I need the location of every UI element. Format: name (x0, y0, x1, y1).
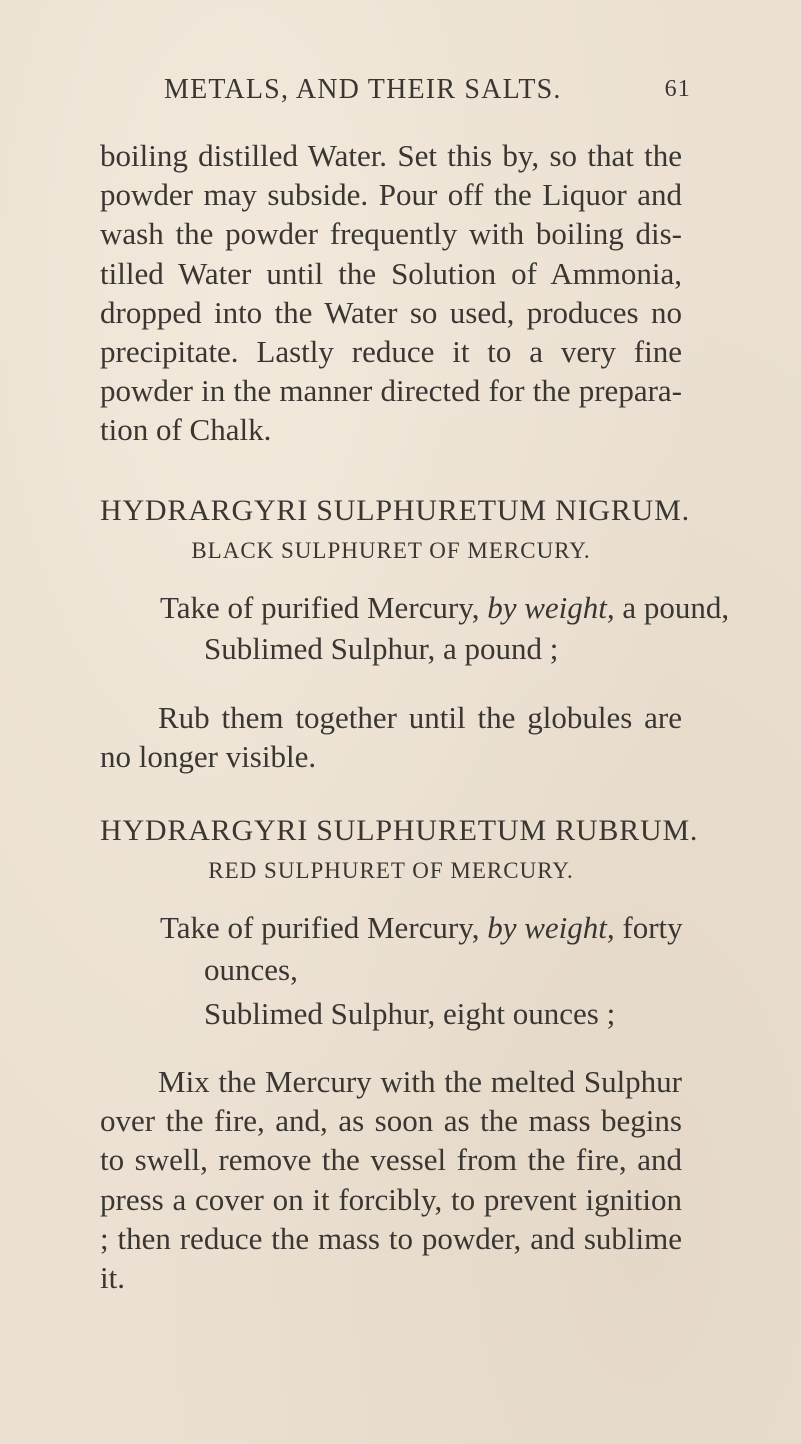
ingredient-text: a pound, (614, 590, 730, 625)
ingredient-italic: by weight, (487, 590, 615, 625)
ingredient-italic: by weight, (487, 910, 615, 945)
ingredient-line: Sublimed Sulphur, eight ounces ; (204, 996, 616, 1031)
running-head (164, 74, 691, 114)
directions-paragraph: Rub them together until the globules are no longer visible. (100, 700, 682, 775)
ingredient-line (160, 910, 682, 946)
ingredient-line: ounces, (204, 952, 298, 987)
section-english-title: BLACK SULPHURET OF MERCURY. (191, 538, 591, 563)
ingredient-text: forty (614, 910, 683, 945)
page-number: 61 (664, 76, 691, 102)
directions-paragraph: Mix the Mercury with the melted Sulphur over the fire, and, as soon as the mass begins to swell, remove the vessel from the fire, and press a cover on it forcibly, to prevent ignition ; then reduce the mass to powder, and sublime it. (100, 1064, 682, 1296)
section-latin-title: HYDRARGYRI SULPHURETUM RUBRUM. (100, 814, 699, 847)
running-head-title: METALS, AND THEIR SALTS. (164, 74, 562, 105)
ingredient-text: Take of purified Mercury, (160, 590, 488, 625)
section-latin-title: HYDRARGYRI SULPHURETUM NIGRUM. (100, 494, 690, 527)
section-english-title: RED SULPHURET OF MERCURY. (208, 858, 574, 883)
ingredient-text: Take of purified Mercury, (160, 910, 488, 945)
ingredient-line: Sublimed Sulphur, a pound ; (204, 631, 559, 666)
ingredient-line (160, 590, 729, 626)
opening-paragraph: boiling distilled Water. Set this by, so that the powder may subside. Pour off the Liquor and wash the powder frequently with boiling dis-tilled Water until the Solution of Ammonia, dropped into the Water so used, produces no precipitate. Lastly reduce it to a very fine powder in the manner directed for the prepara-tion of Chalk. (100, 138, 682, 448)
